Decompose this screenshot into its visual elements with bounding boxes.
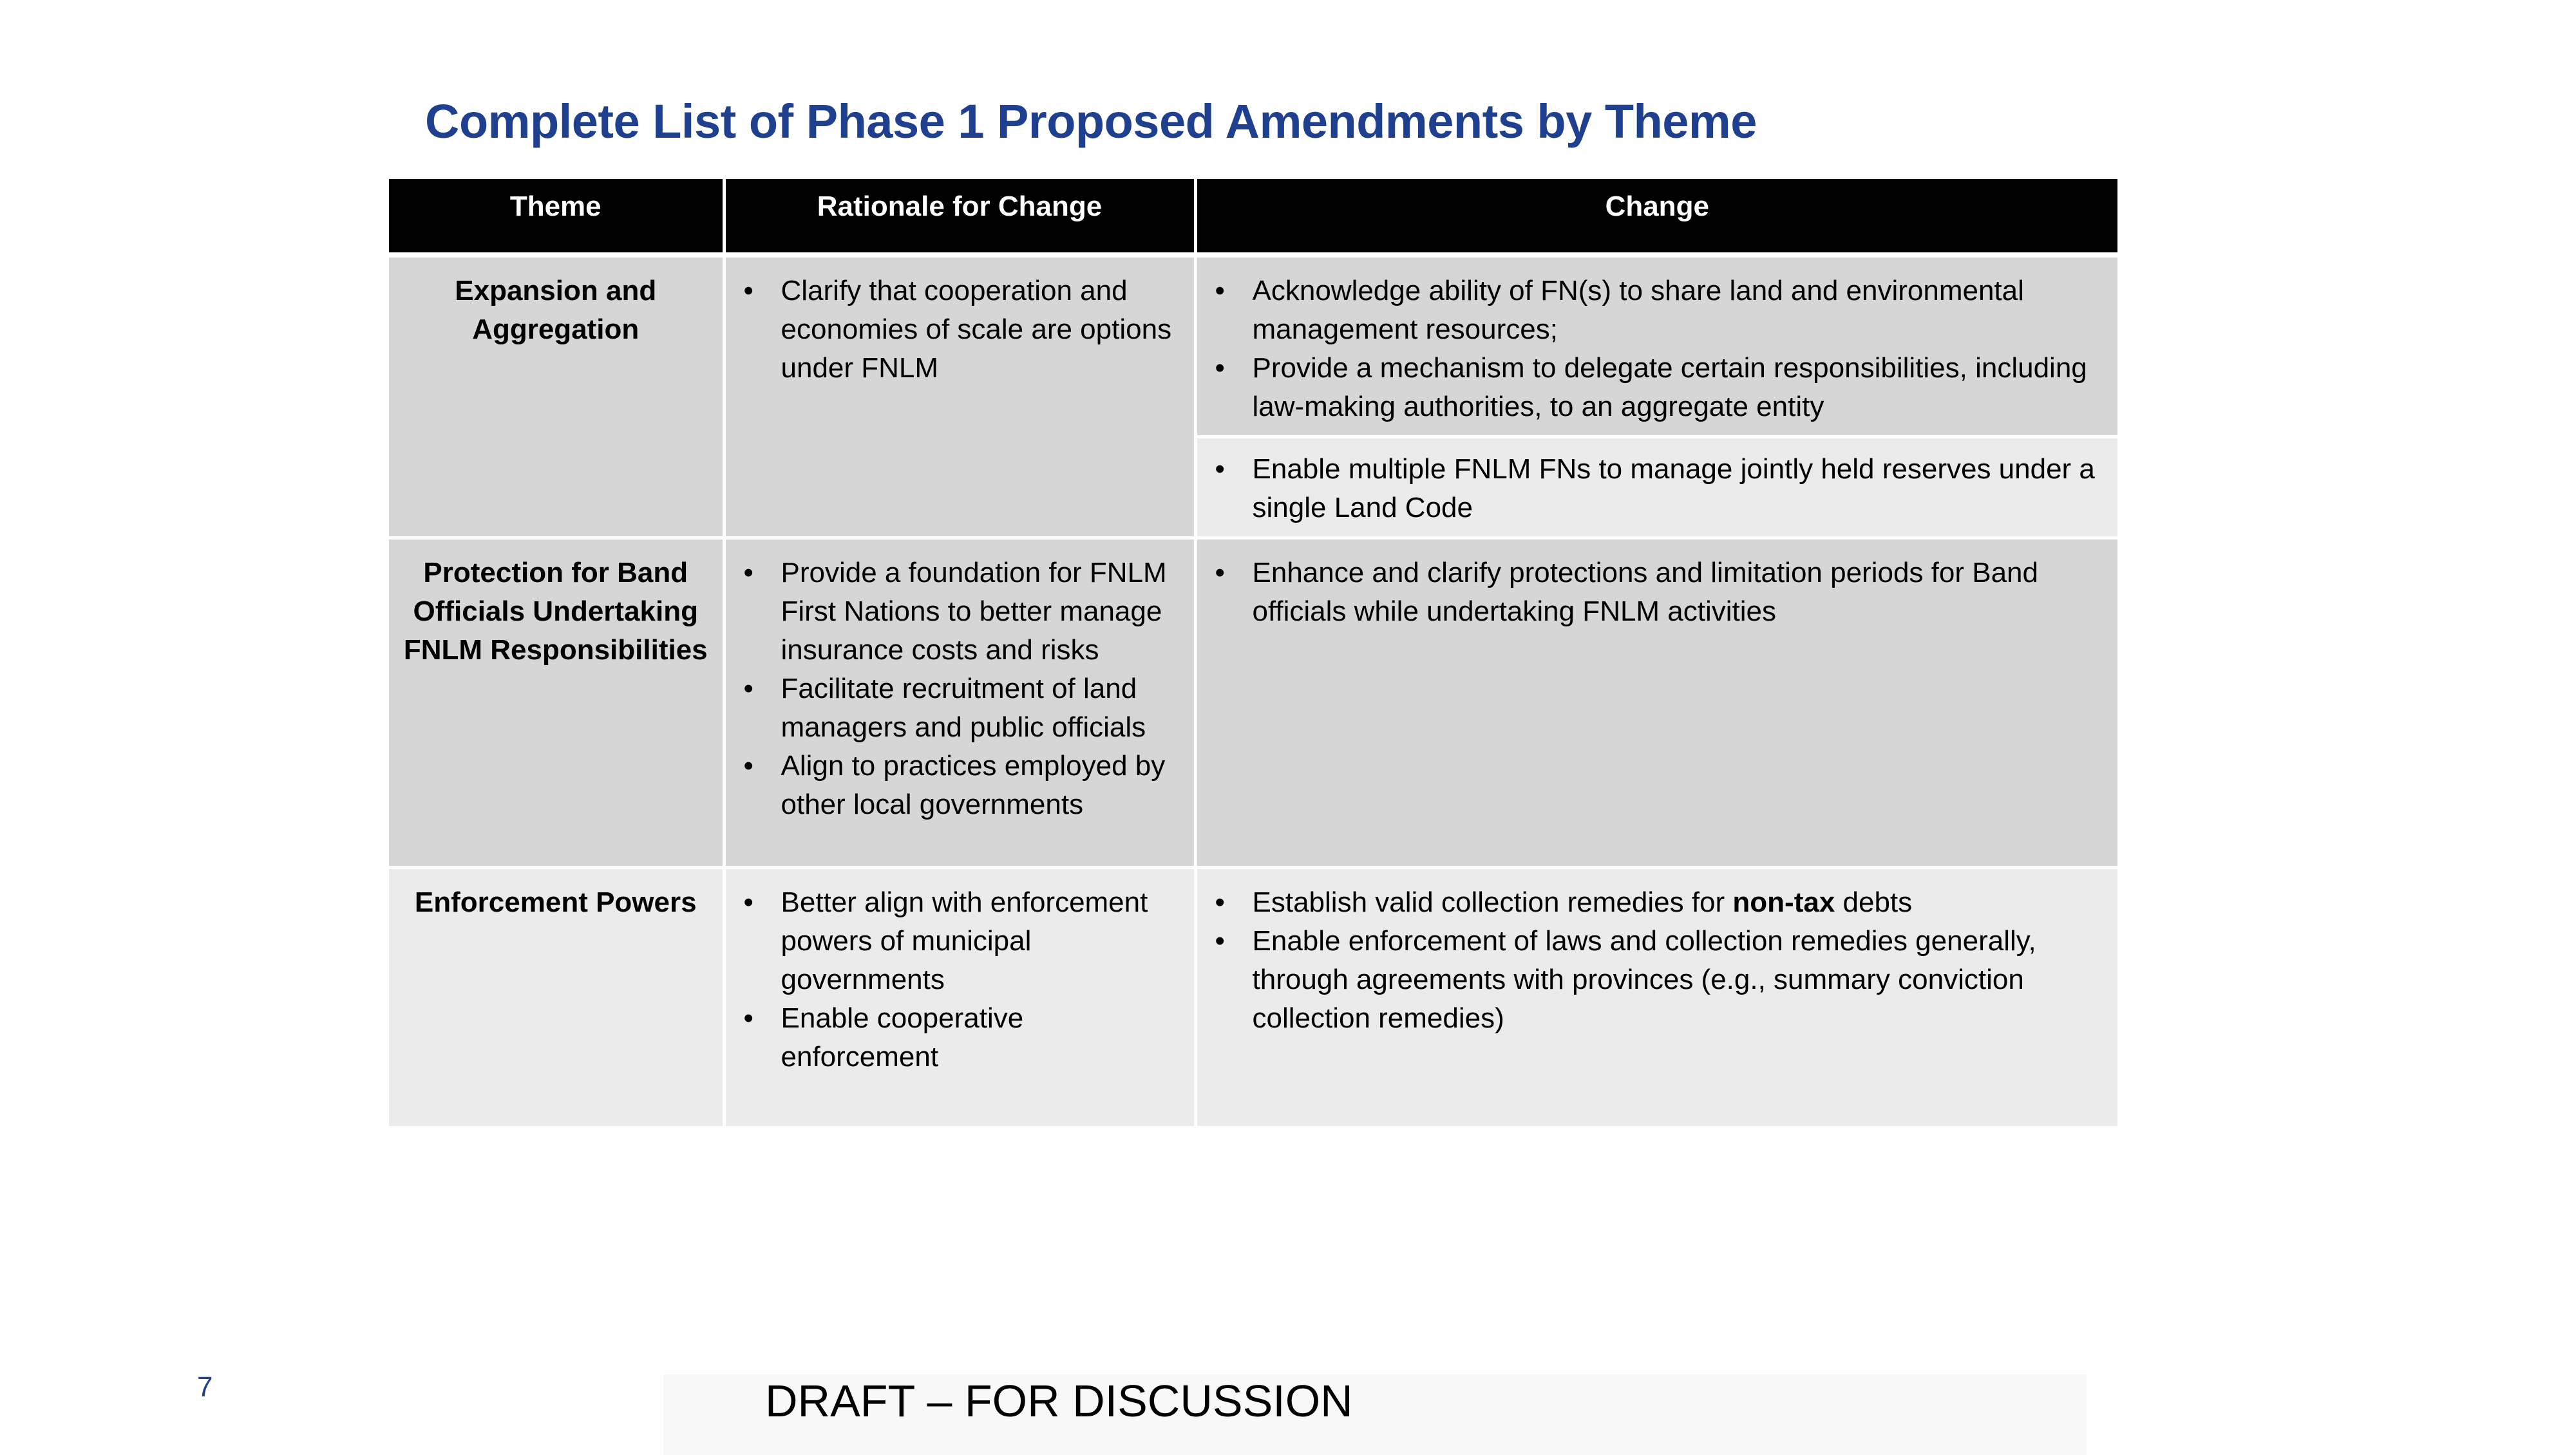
bullet-icon: • — [743, 750, 753, 782]
list-item: • Better align with enforcement powers of municipal governments — [741, 883, 1179, 999]
bullet-icon: • — [743, 887, 753, 918]
theme-cell: Enforcement Powers — [389, 868, 724, 1128]
emphasis-non-tax: non-tax — [1732, 887, 1835, 918]
list-item: • Acknowledge ability of FN(s) to share land and environmental management resources; — [1213, 272, 2103, 349]
page-number: 7 — [197, 1371, 213, 1403]
bullet-icon: • — [743, 275, 753, 306]
rationale-list — [741, 554, 1179, 824]
table-row — [389, 255, 2117, 437]
change-cell — [1195, 868, 2117, 1128]
rationale-cell — [724, 868, 1195, 1128]
list-item: • Enable multiple FNLM FNs to manage jointly held reserves under a single Land Code — [1213, 450, 2103, 527]
bullet-icon: • — [1215, 453, 1225, 485]
change-cell — [1195, 538, 2117, 868]
rationale-list — [741, 883, 1179, 1076]
list-item: • Clarify that cooperation and economies of scale are options under FNLM — [741, 272, 1179, 388]
bullet-icon: • — [743, 673, 753, 704]
bullet-icon: • — [1215, 557, 1225, 588]
draft-label: DRAFT – FOR DISCUSSION — [765, 1376, 1353, 1426]
rationale-cell — [724, 255, 1195, 538]
list-item: • Provide a mechanism to delegate certain responsibilities, including law-making authorities, to an aggregate entity — [1213, 349, 2103, 426]
bullet-icon: • — [1215, 275, 1225, 306]
list-item: • Enable cooperative enforcement — [741, 999, 1179, 1076]
bullet-icon: • — [1215, 887, 1225, 918]
list-item: • Facilitate recruitment of land managers and public officials — [741, 670, 1179, 747]
list-item: • Enable enforcement of laws and collection remedies generally, through agreements with provinces (e.g., summary conviction collection remedies) — [1213, 922, 2103, 1038]
list-item: • Provide a foundation for FNLM First Nations to better manage insurance costs and risks — [741, 554, 1179, 670]
list-item: • Enhance and clarify protections and limitation periods for Band officials while undertaking FNLM activities — [1213, 554, 2103, 631]
table-header-row — [389, 179, 2117, 255]
header-change: Change — [1195, 179, 2117, 255]
bullet-icon: • — [743, 557, 753, 588]
change-cell — [1195, 255, 2117, 437]
amendments-table — [389, 179, 2117, 1129]
bullet-icon: • — [1215, 925, 1225, 957]
rationale-cell — [724, 538, 1195, 868]
change-list — [1213, 272, 2103, 426]
bullet-icon: • — [1215, 352, 1225, 384]
bullet-icon: • — [743, 1002, 753, 1034]
list-item: • Establish valid collection remedies for non-tax debts — [1213, 883, 2103, 922]
table-row — [389, 868, 2117, 1128]
rationale-list — [741, 272, 1179, 388]
change-list — [1213, 450, 2103, 527]
theme-cell: Expansion and Aggregation — [389, 255, 724, 538]
header-theme: Theme — [389, 179, 724, 255]
change-list — [1213, 554, 2103, 631]
theme-cell: Protection for Band Officials Undertaking FNLM Responsibilities — [389, 538, 724, 868]
slide-title: Complete List of Phase 1 Proposed Amendments by Theme — [425, 95, 1757, 148]
change-cell — [1195, 437, 2117, 538]
header-rationale: Rationale for Change — [724, 179, 1195, 255]
list-item: • Align to practices employed by other local governments — [741, 747, 1179, 824]
table-row — [389, 538, 2117, 868]
change-list — [1213, 883, 2103, 1038]
